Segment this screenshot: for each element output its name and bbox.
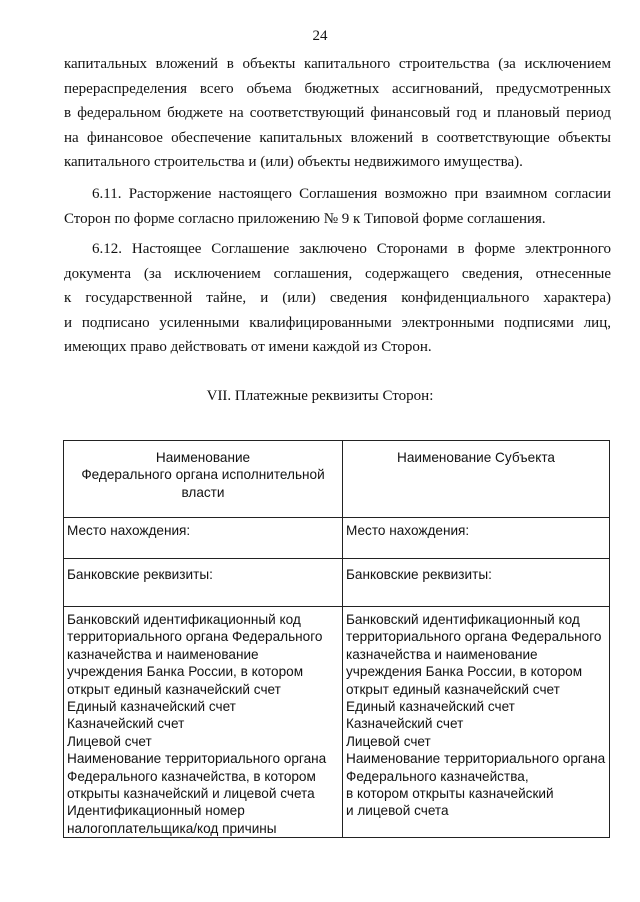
header-line: Наименование Субъекта bbox=[397, 450, 555, 465]
federal-bank-details-cell: Банковские реквизиты: bbox=[64, 559, 343, 607]
paragraph-capital-investments bbox=[64, 52, 611, 175]
table-row-account-details bbox=[64, 607, 610, 838]
paragraph-line: Сторон по форме согласно приложению № 9 к Типовой форме соглашения. bbox=[64, 210, 546, 227]
federal-account-details-cell bbox=[64, 607, 343, 838]
detail-line: открыты казначейский и лицевой счета bbox=[67, 786, 315, 802]
detail-line: казначейства и наименование bbox=[67, 646, 259, 662]
page-number: 24 bbox=[312, 28, 328, 44]
detail-line: учреждения Банка России, в котором bbox=[346, 664, 583, 680]
paragraph-line: 6.11. Расторжение настоящего Соглашения возможно при взаимном согласии bbox=[92, 186, 611, 202]
table-row-location bbox=[64, 518, 610, 559]
paragraph-6-11 bbox=[64, 182, 611, 231]
paragraph-line: к государственной тайне, и (или) сведения конфиденциального характера) bbox=[64, 290, 611, 306]
detail-line: Наименование территориального органа bbox=[67, 751, 327, 767]
detail-line: учреждения Банка России, в котором bbox=[67, 664, 304, 680]
detail-line: Лицевой счет bbox=[67, 733, 152, 749]
header-line: власти bbox=[181, 484, 225, 500]
detail-line: открыт единый казначейский счет bbox=[67, 681, 281, 697]
detail-line: Федерального казначейства, bbox=[346, 768, 529, 784]
detail-line: Наименование территориального органа bbox=[346, 751, 606, 767]
detail-line: казначейства и наименование bbox=[346, 646, 538, 662]
paragraph-line: перераспределения всего объема бюджетных ассигнований, предусмотренных bbox=[64, 80, 611, 97]
paragraph-line: на финансовое обеспечение капитальных вложений в соответствующие объекты bbox=[64, 129, 611, 146]
header-line: Наименование bbox=[155, 450, 251, 465]
detail-line: территориального органа Федерального bbox=[67, 629, 323, 645]
federal-location-cell: Место нахождения: bbox=[64, 518, 343, 559]
header-line: Федерального органа исполнительной bbox=[81, 467, 325, 483]
detail-line: в котором открыты казначейский bbox=[346, 786, 554, 802]
subject-header-cell bbox=[343, 441, 610, 518]
detail-line: Единый казначейский счет bbox=[346, 699, 515, 715]
detail-line: налогоплательщика/код причины bbox=[67, 820, 277, 836]
detail-line: открыт единый казначейский счет bbox=[346, 681, 560, 697]
paragraph-line: капитального строительства и (или) объекты недвижимого имущества). bbox=[64, 154, 523, 170]
detail-line: Идентификационный номер bbox=[67, 803, 245, 819]
detail-line: Единый казначейский счет bbox=[67, 699, 236, 715]
payment-details-table bbox=[63, 440, 610, 838]
federal-body-header-cell bbox=[64, 441, 343, 518]
paragraph-line: капитальных вложений в объекты капитального строительства (за исключением bbox=[64, 56, 611, 72]
detail-line: Казначейский счет bbox=[346, 716, 464, 732]
subject-bank-details-cell: Банковские реквизиты: bbox=[343, 559, 610, 607]
paragraph-line: имеющих право действовать от имени каждой из Сторон. bbox=[64, 339, 432, 355]
paragraph-line: 6.12. Настоящее Соглашение заключено Сторонами в форме электронного bbox=[92, 241, 611, 257]
detail-line: Банковский идентификационный код bbox=[67, 612, 301, 627]
subject-location-cell: Место нахождения: bbox=[343, 518, 610, 559]
paragraph-line: в федеральном бюджете на соответствующий финансовый год и плановый период bbox=[64, 105, 611, 121]
table-row-bank-details bbox=[64, 559, 610, 607]
paragraph-line: и подписано усиленными квалифицированными электронными подписями лиц, bbox=[64, 314, 611, 331]
paragraph-6-12 bbox=[64, 237, 611, 360]
subject-account-details-cell bbox=[343, 607, 610, 838]
section-title: VII. Платежные реквизиты Сторон: bbox=[206, 388, 434, 404]
paragraph-line: документа (за исключением соглашения, содержащего сведения, отнесенные bbox=[64, 265, 611, 282]
detail-line: Банковский идентификационный код bbox=[346, 612, 580, 627]
detail-line: Лицевой счет bbox=[346, 733, 431, 749]
detail-line: территориального органа Федерального bbox=[346, 629, 602, 645]
detail-line: Казначейский счет bbox=[67, 716, 185, 732]
table-header-row bbox=[64, 441, 610, 518]
detail-line: и лицевой счета bbox=[346, 803, 449, 819]
detail-line: Федерального казначейства, в котором bbox=[67, 768, 316, 784]
